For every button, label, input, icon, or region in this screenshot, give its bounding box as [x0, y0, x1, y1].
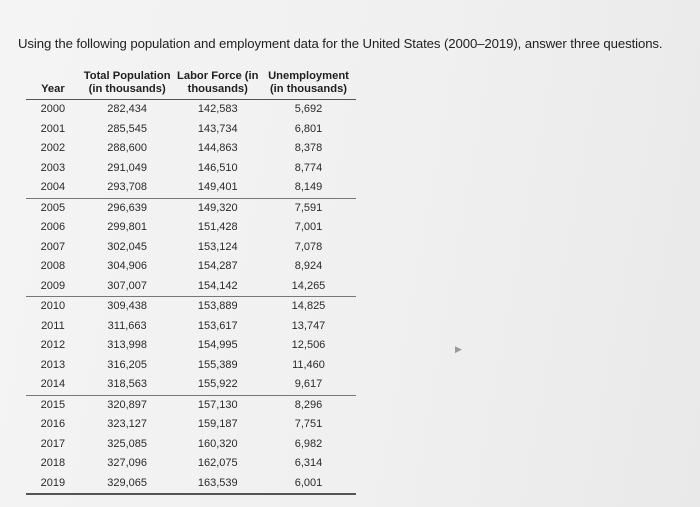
cell-population: 320,897: [107, 398, 148, 411]
cell-population: 282,434: [107, 103, 148, 115]
cell-unemployment: 5,692: [294, 103, 323, 115]
table-row: [26, 100, 356, 120]
table-row: [26, 257, 356, 277]
table-row: [26, 218, 356, 238]
question-intro: Using the following population and employment data for the United States (2000–2019), answer three questions.: [18, 36, 663, 51]
cell-population: 304,906: [107, 260, 148, 272]
cell-population: 316,205: [107, 358, 148, 371]
header-labor-line1: Labor Force (in: [177, 70, 259, 82]
header-population-line1: Total Population: [83, 70, 171, 82]
cell-unemployment: 8,296: [294, 398, 323, 411]
table-row: [26, 159, 356, 179]
cell-population: 313,998: [107, 339, 148, 351]
cell-labor: 154,995: [197, 339, 238, 351]
table-header-row: [26, 68, 356, 100]
table-row: [26, 395, 356, 415]
table-row: [26, 198, 356, 218]
cell-labor: 154,287: [197, 260, 238, 272]
cell-labor: 153,124: [197, 240, 238, 253]
table-row: [26, 415, 356, 435]
cell-unemployment: 7,078: [294, 240, 323, 253]
cell-labor: 142,583: [197, 103, 238, 115]
cell-year: 2014: [26, 375, 80, 395]
cell-unemployment: 8,774: [294, 161, 323, 174]
cell-population: 323,127: [107, 418, 148, 430]
cell-labor: 162,075: [197, 457, 238, 469]
header-unemployment: [261, 68, 356, 100]
cell-population: 309,438: [107, 300, 148, 312]
table-row: [26, 474, 356, 495]
cell-population: 302,045: [107, 240, 148, 253]
cell-population: 288,600: [107, 142, 148, 154]
cell-unemployment: 11,460: [292, 358, 325, 371]
cell-labor: 163,539: [175, 474, 261, 495]
cell-year: 2008: [40, 260, 66, 272]
cell-labor: 153,889: [197, 300, 238, 312]
cell-year: 2017: [40, 437, 66, 450]
header-year: [26, 68, 80, 100]
header-population-line2: (in thousands): [88, 83, 166, 95]
arrow-icon: ▶: [455, 344, 462, 354]
cell-unemployment: 7,751: [294, 418, 323, 430]
cell-unemployment: 14,825: [291, 300, 326, 312]
cell-year: 2018: [40, 457, 66, 469]
cell-population: 329,065: [80, 474, 175, 495]
cell-labor: 144,863: [197, 142, 238, 154]
cell-year: 2013: [40, 358, 66, 371]
population-employment-table: [26, 68, 356, 495]
cell-unemployment: 13,747: [291, 319, 326, 332]
cell-labor: 151,428: [197, 221, 238, 233]
table-row: [26, 277, 356, 297]
cell-population: 285,545: [107, 122, 148, 135]
cell-population: 296,639: [107, 201, 148, 214]
cell-year: 2011: [41, 319, 65, 332]
cell-unemployment: 7,001: [294, 221, 323, 233]
cell-labor: 157,130: [197, 398, 238, 411]
cell-labor: 159,187: [197, 418, 238, 430]
cell-population: 327,096: [107, 457, 148, 469]
cell-unemployment: 6,314: [294, 457, 323, 469]
cell-unemployment: 7,591: [294, 201, 323, 214]
cell-labor: 155,389: [197, 358, 238, 371]
cell-unemployment: 12,506: [291, 339, 326, 351]
table-row: [26, 336, 356, 356]
cell-year: 2001: [40, 122, 66, 135]
cell-year: 2010: [40, 300, 66, 312]
header-unemployment-line1: Unemployment: [268, 70, 349, 82]
table-row: [26, 297, 356, 317]
table-row: [26, 454, 356, 474]
cell-labor: 143,734: [197, 122, 238, 135]
cell-year: 2004: [26, 178, 80, 198]
table-row: [26, 120, 356, 140]
cell-year: 2009: [26, 277, 80, 297]
header-year-label: Year: [41, 83, 65, 95]
cell-labor: 154,142: [175, 277, 261, 297]
cell-year: 2015: [40, 398, 66, 411]
cell-labor: 149,320: [197, 201, 238, 214]
table-row: [26, 435, 356, 455]
cell-population: 291,049: [107, 161, 148, 174]
cell-labor: 155,922: [175, 375, 261, 395]
table-row: [26, 139, 356, 159]
header-labor-line2: thousands): [187, 83, 248, 95]
cell-population: 293,708: [80, 178, 175, 198]
cell-year: 2005: [40, 201, 66, 214]
header-population: [80, 68, 175, 100]
cell-unemployment: 9,617: [261, 375, 356, 395]
table-row: [26, 178, 356, 198]
cell-year: 2003: [40, 161, 66, 174]
cell-labor: 149,401: [175, 178, 261, 198]
cell-population: 311,663: [107, 319, 147, 332]
header-unemployment-line2: (in thousands): [269, 83, 348, 95]
cell-year: 2002: [40, 142, 66, 154]
cell-unemployment: 6,982: [294, 437, 323, 450]
header-labor-force: [175, 68, 261, 100]
cell-unemployment: 8,378: [294, 142, 323, 154]
table-row: [26, 317, 356, 337]
cell-population: 299,801: [107, 221, 148, 233]
cell-labor: 160,320: [197, 437, 238, 450]
cell-year: 2000: [40, 103, 66, 115]
table-row: [26, 375, 356, 395]
cell-year: 2007: [40, 240, 66, 253]
table-row: [26, 238, 356, 258]
cell-population: 325,085: [107, 437, 148, 450]
cell-labor: 153,617: [197, 319, 238, 332]
cell-year: 2006: [40, 221, 66, 233]
cell-labor: 146,510: [197, 161, 238, 174]
cell-year: 2019: [26, 474, 80, 495]
cell-population: 318,563: [80, 375, 175, 395]
cell-unemployment: 6,001: [261, 474, 356, 495]
cell-year: 2012: [40, 339, 66, 351]
cell-unemployment: 8,149: [261, 178, 356, 198]
cell-unemployment: 8,924: [294, 260, 323, 272]
table-row: [26, 356, 356, 376]
cell-unemployment: 14,265: [261, 277, 356, 297]
cell-unemployment: 6,801: [294, 122, 323, 135]
cell-population: 307,007: [80, 277, 175, 297]
table-body: [26, 100, 356, 495]
cell-year: 2016: [40, 418, 66, 430]
